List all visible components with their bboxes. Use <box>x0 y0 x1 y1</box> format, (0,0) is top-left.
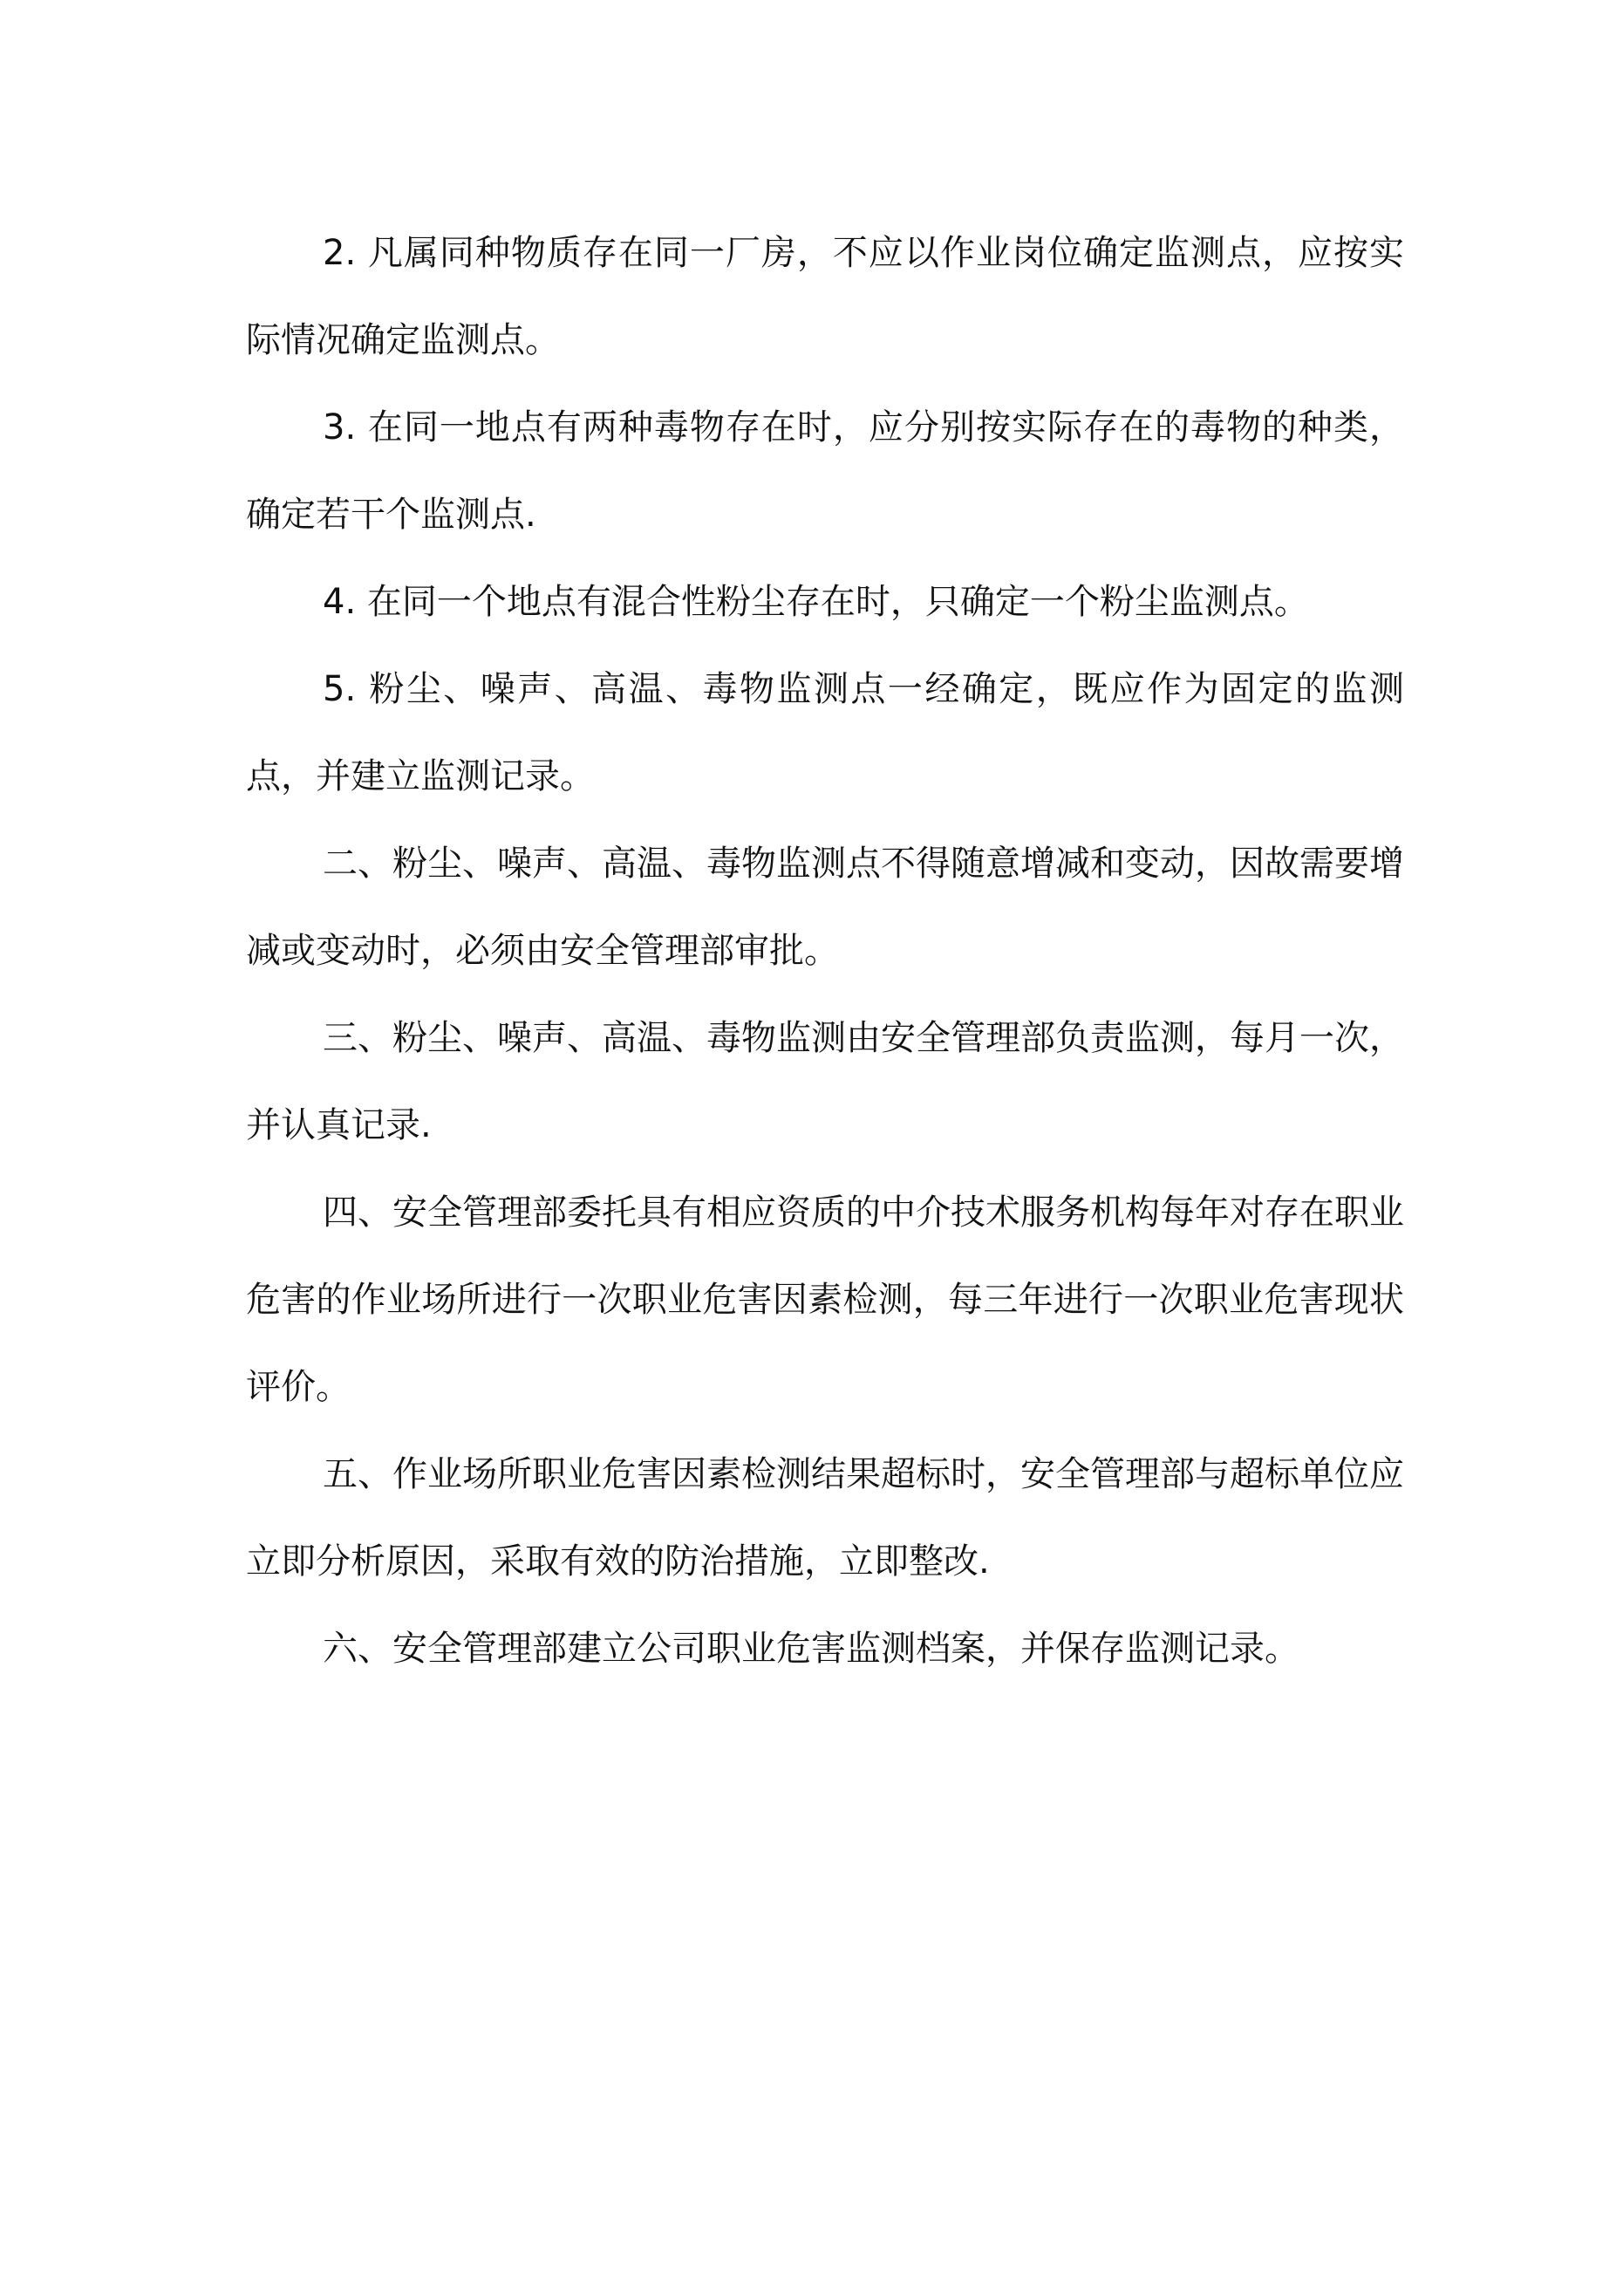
paragraph-item-2: 2. 凡属同种物质存在同一厂房，不应以作业岗位确定监测点，应按实际情况确定监测点。 <box>246 233 1404 360</box>
paragraph-item-3: 3. 在同一地点有两种毒物存在时，应分别按实际存在的毒物的种类，确定若干个监测点. <box>246 407 1404 535</box>
paragraph-section-4: 四、安全管理部委托具有相应资质的中介技术服务机构每年对存在职业危害的作业场所进行一次职业危害因素检测，每三年进行一次职业危害现状评价。 <box>246 1192 1404 1407</box>
paragraph-item-5: 5. 粉尘、噪声、高温、毒物监测点一经确定，既应作为固定的监测点，并建立监测记录。 <box>246 669 1404 796</box>
document-body <box>246 209 1404 1692</box>
paragraph-section-3: 三、粉尘、噪声、高温、毒物监测由安全管理部负责监测，每月一次，并认真记录. <box>246 1018 1404 1145</box>
paragraph-section-6: 六、安全管理部建立公司职业危害监测档案，并保存监测记录。 <box>323 1629 1299 1669</box>
paragraph-item-4: 4. 在同一个地点有混合性粉尘存在时，只确定一个粉尘监测点。 <box>323 582 1309 622</box>
paragraph-section-2: 二、粉尘、噪声、高温、毒物监测点不得随意增减和变动，因故需要增减或变动时，必须由安全管理部审批。 <box>246 844 1404 971</box>
paragraph-section-5: 五、作业场所职业危害因素检测结果超标时，安全管理部与超标单位应立即分析原因，采取有效的防治措施，立即整改. <box>246 1454 1404 1582</box>
